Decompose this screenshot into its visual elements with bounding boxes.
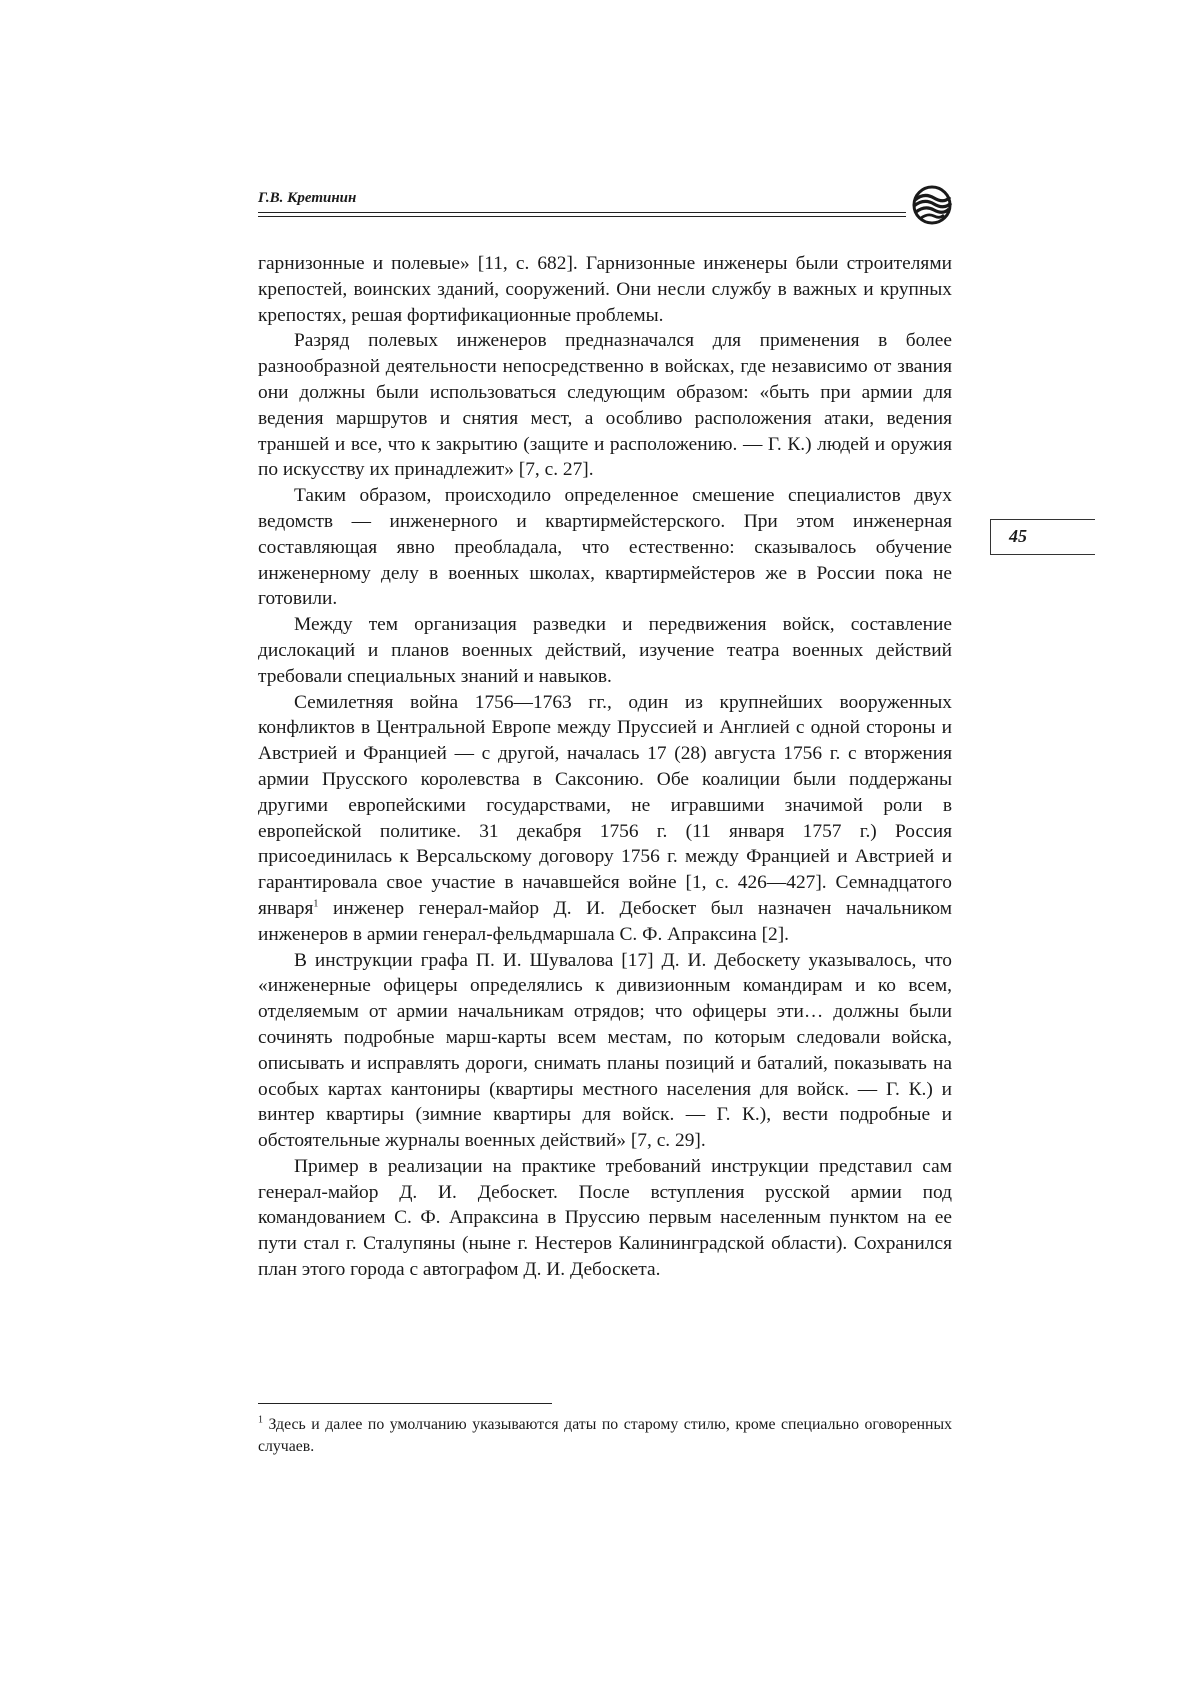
header-author: Г.В. Кретинин bbox=[258, 190, 357, 206]
body-text bbox=[258, 251, 952, 1283]
paragraph-3: Таким образом, происходило определенное смешение специалистов двух ведомств — инженерного и квартирмейстерского. При этом инженерная составляющая явно преобладала, что естественно: сказывалось обучение инженерному делу в военных школах, квартирмейстеров же в России пока не готовили. bbox=[258, 485, 952, 610]
globe-wave-logo-icon bbox=[910, 184, 954, 226]
page-number: 45 bbox=[1009, 526, 1027, 546]
paragraph-5-text: Семилетняя война 1756—1763 гг., один из крупнейших вооруженных конфликтов в Центральной Европе между Пруссией и Англией с одной стороны и Австрией и Францией — с другой, началась 17 (28) августа 1756 г. с вторжения армии Прусского королевства в Саксонию. Обе коалиции были поддержаны другими европейскими государствами, не игравшими значимой роли в европейской политике. 31 декабря 1756 г. (11 января 1757 г.) Россия присоединилась к Версальскому договору 1756 г. между Францией и Австрией и гарантировала свое участие в начавшейся войне [1, с. 426—427]. Семнадцатого января bbox=[258, 691, 952, 919]
paragraph-4: Между тем организация разведки и передвижения войск, составление дислокаций и планов военных действий, изучение театра военных действий требовали специальных знаний и навыков. bbox=[258, 614, 952, 687]
footnote-rule bbox=[258, 1403, 552, 1404]
paragraph-2: Разряд полевых инженеров предназначался для применения в более разнообразной деятельности непосредственно в войсках, где независимо от звания они должны были использоваться следующим образом: «быть при армии для ведения маршрутов и снятия мест, а особливо расположения атаки, ведения траншей и все, что к закрытию (защите и расположению. — Г. К.) людей и оружия по искусству их принадлежит» [7, с. 27]. bbox=[258, 330, 952, 481]
footnote-text: Здесь и далее по умолчанию указываются даты по старому стилю, кроме специально оговоренных случаев. bbox=[258, 1416, 952, 1455]
running-header bbox=[258, 190, 960, 230]
footnote-number: 1 bbox=[258, 1414, 263, 1426]
paragraph-6: В инструкции графа П. И. Шувалова [17] Д. И. Дебоскету указывалось, что «инженерные офицеры определялись к дивизионным командирам и ко всем, отделяемым от армии начальникам отрядов; что офицеры эти… должны были сочинять подробные марш-карты всем местам, по которым следовали войска, описывать и исправлять дороги, снимать планы позиций и баталий, показывать на особых картах кантониры (квартиры местного населения для войск. — Г. К.) и винтер квартиры (зимние квартиры для войск. — Г. К.), вести подробные и обстоятельные журналы военных действий» [7, с. 29]. bbox=[258, 949, 952, 1152]
paragraph-5 bbox=[258, 690, 952, 948]
header-rule-thick bbox=[258, 212, 906, 213]
paragraph-7: Пример в реализации на практике требований инструкции представил сам генерал-майор Д. И. Дебоскет. После вступления русской армии под командованием С. Ф. Апраксина в Пруссию первым населенным пунктом на ее пути стал г. Сталупяны (ныне г. Нестеров Калининградской области). Сохранился план этого города с автографом Д. И. Дебоскета. bbox=[258, 1155, 952, 1281]
footnote-ref: 1 bbox=[313, 898, 319, 910]
paragraph-5-tail: инженер генерал-майор Д. И. Дебоскет был назначен начальником инженеров в армии генерал-фельдмаршала С. Ф. Апраксина [2]. bbox=[258, 897, 952, 945]
paragraph-1: гарнизонные и полевые» [11, с. 682]. Гарнизонные инженеры были строителями крепостей, воинских зданий, сооружений. Они несли службу в важных и крупных крепостях, решая фортификационные проблемы. bbox=[258, 253, 952, 326]
footnote bbox=[258, 1414, 952, 1458]
page-number-box bbox=[990, 519, 1095, 555]
header-rule-thin bbox=[258, 216, 906, 217]
